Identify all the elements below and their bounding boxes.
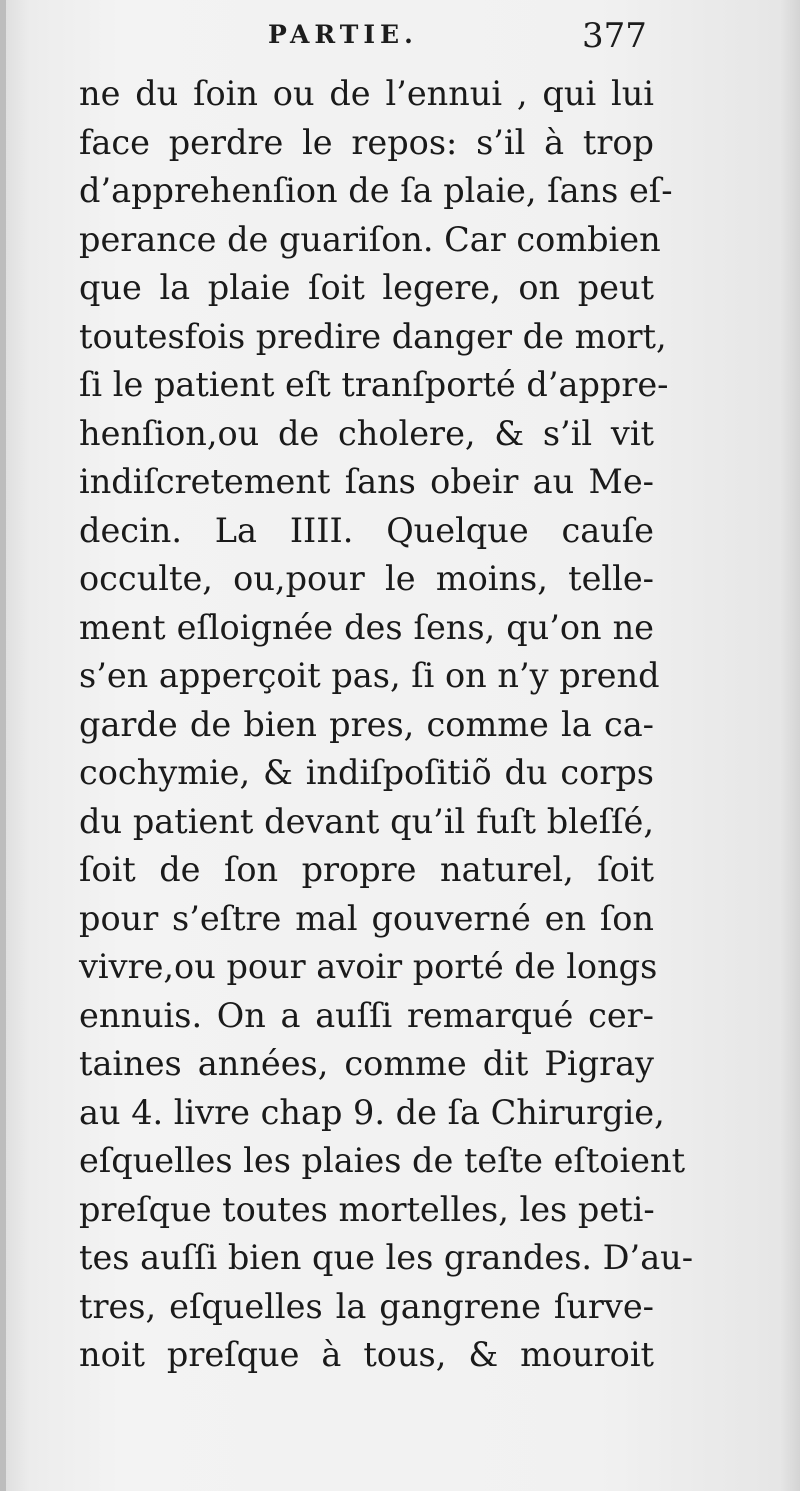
text-line: ennuis. On a auſſi remarqué cer- <box>79 995 654 1035</box>
text-line: occulte, ou,pour le moins, telle- <box>79 559 654 598</box>
text-line: tes auſſi bien que les grandes. D’au- <box>79 1238 694 1277</box>
page-gutter <box>0 0 6 1491</box>
text-line: au 4. livre chap 9. de ſa Chirurgie, <box>79 1092 665 1132</box>
text-line: preſque toutes mortelles, les peti- <box>79 1189 655 1229</box>
text-line: pour s’eſtre mal gouverné en ſon <box>79 898 654 938</box>
body-text <box>79 70 694 1380</box>
text-line: ſoit de ſon propre naturel, ſoit <box>79 850 654 889</box>
text-line: cochymie, & indiſpoſitiõ du corps <box>79 753 654 792</box>
text-line: ſi le patient eſt tranſporté d’appre- <box>79 365 669 404</box>
text-line: toutesfois predire danger de mort, <box>79 316 667 356</box>
text-line: eſquelles les plaies de teſte eſtoient <box>79 1141 686 1180</box>
text-line: ment eſloignée des ſens, qu’on ne <box>79 607 654 647</box>
text-line: garde de bien pres, comme la ca- <box>79 704 654 744</box>
text-line: henſion,ou de cholere, & s’il vit <box>79 413 654 453</box>
text-line: indiſcretement ſans obeir au Me- <box>79 462 654 501</box>
text-line: noit preſque à tous, & mouroit <box>79 1335 654 1374</box>
page-header <box>0 14 800 58</box>
text-line: tres, eſquelles la gangrene ſurve- <box>79 1286 654 1326</box>
text-line: vivre,ou pour avoir porté de longs <box>79 947 658 986</box>
text-line: ne du ſoin ou de l’ennui , qui lui <box>79 74 654 113</box>
text-line: face perdre le repos: s’il à trop <box>79 122 654 162</box>
text-line: perance de guariſon. Car combien <box>79 219 661 259</box>
text-line: d’apprehenſion de ſa plaie, ſans eſ- <box>79 171 673 210</box>
text-line: du patient devant qu’il fuſt bleſſé, <box>79 801 654 841</box>
text-line: taines années, comme dit Pigray <box>79 1044 654 1083</box>
text-line: s’en apperçoit pas, ſi on n’y prend <box>79 656 660 695</box>
text-line: que la plaie ſoit legere, on peut <box>79 268 654 307</box>
page-number: 377 <box>582 16 647 56</box>
running-head: PARTIE. <box>268 20 418 49</box>
show-through-text <box>655 720 775 1020</box>
text-line: decin. La IIII. Quelque cauſe <box>79 510 654 550</box>
